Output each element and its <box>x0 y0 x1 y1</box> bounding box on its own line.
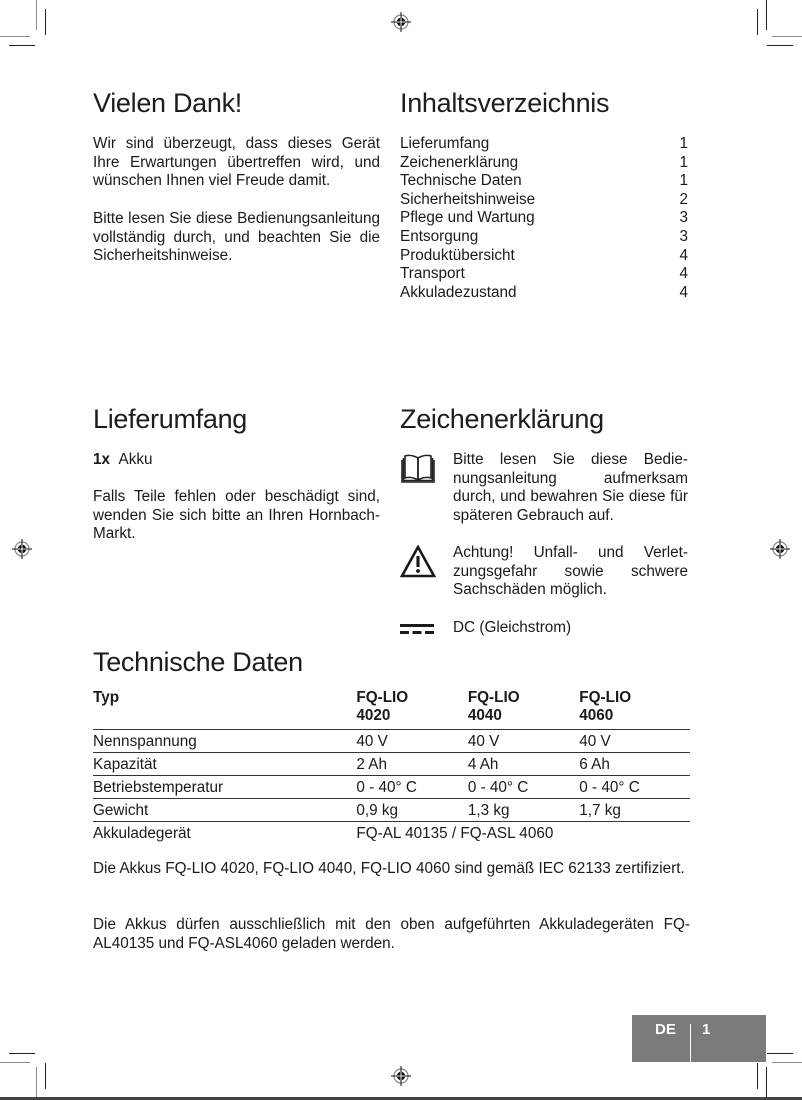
specs-cell: 4 Ah <box>468 753 579 776</box>
registration-mark-icon <box>391 12 411 32</box>
specs-cell: FQ-AL 40135 / FQ-ASL 4060 <box>356 825 554 842</box>
direct-current-icon <box>400 624 434 635</box>
specs-note: Die Akkus FQ-LIO 4020, FQ-LIO 4040, FQ-LIO 4060 sind gemäß IEC 62133 zertifiziert. <box>93 860 685 877</box>
toc-entry-page: 1 <box>679 172 688 190</box>
manual-book-icon <box>400 452 436 486</box>
specs-row-label: Betriebstemperatur <box>93 776 356 799</box>
thanks-title: Vielen Dank! <box>93 88 243 118</box>
specs-header-model: FQ-LIO 4020 <box>356 689 467 730</box>
toc-entry[interactable] <box>400 209 688 228</box>
specs-row-label: Nennspannung <box>93 730 356 753</box>
warning-triangle-icon <box>400 545 436 578</box>
toc-entry-page: 2 <box>679 190 688 208</box>
specs-cell: 0 - 40° C <box>579 776 690 799</box>
specs-table <box>93 689 690 844</box>
toc-entry[interactable] <box>400 135 688 154</box>
specs-title: Technische Daten <box>93 647 303 677</box>
legend-item-text: Bitte lesen Sie diese Bedienungsanleitung aufmerksam durch, und bewahren Sie diese für späteren Gebrauch auf. <box>453 451 688 524</box>
table-row <box>93 799 690 822</box>
toc-entry-label: Produktübersicht <box>400 246 515 264</box>
registration-mark-icon <box>770 539 790 559</box>
toc-entry[interactable] <box>400 172 688 191</box>
specs-header-model: FQ-LIO 4060 <box>579 689 690 730</box>
scope-note: Falls Teile fehlen oder beschädigt sind, wenden Sie sich bitte an Ihren Hornbach-Markt. <box>93 488 380 543</box>
toc-entry-page: 1 <box>679 153 688 171</box>
toc-entry-page: 3 <box>679 227 688 245</box>
specs-header-type: Typ <box>93 689 356 730</box>
table-row <box>93 776 690 799</box>
toc-entry-page: 1 <box>679 135 688 152</box>
specs-row-label: Kapazität <box>93 753 356 776</box>
specs-row-label: Akkuladegerät <box>93 825 191 842</box>
table-row <box>93 753 690 776</box>
toc-entry[interactable] <box>400 154 688 173</box>
legend-item-text: DC (Gleichstrom) <box>453 619 572 636</box>
specs-cell: 6 Ah <box>579 753 690 776</box>
table-row <box>93 822 690 845</box>
specs-cell: 0 - 40° C <box>468 776 579 799</box>
toc-entry-label: Lieferumfang <box>400 135 490 152</box>
specs-row-label: Gewicht <box>93 799 356 822</box>
toc-entry-page: 3 <box>679 209 688 227</box>
toc-entry[interactable] <box>400 265 688 284</box>
specs-cell: 0,9 kg <box>356 799 467 822</box>
specs-header-model: FQ-LIO 4040 <box>468 689 579 730</box>
toc-entry-label: Sicherheitshinweise <box>400 190 536 208</box>
toc-entry-label: Akkuladezustand <box>400 283 517 301</box>
toc-entry-label: Transport <box>400 265 465 283</box>
specs-cell: 2 Ah <box>356 753 467 776</box>
footer-divider <box>690 1024 691 1062</box>
specs-cell: 1,7 kg <box>579 799 690 822</box>
scope-item-name: Akku <box>118 451 153 468</box>
language-code: DE <box>655 1021 676 1038</box>
toc-entry-page: 4 <box>679 246 688 264</box>
thanks-paragraph: Bitte lesen Sie diese Bedienungsanleitung vollständig durch, und beachten Sie die Sicherheitshinweise. <box>93 210 380 265</box>
scope-item <box>93 451 153 470</box>
toc-entry-label: Technische Daten <box>400 172 522 190</box>
toc-list <box>400 135 688 302</box>
legend-item-text: Achtung! Unfall- und Verletzungsgefahr sowie schwere Sachschäden möglich. <box>453 544 688 599</box>
legend-title: Zeichenerklärung <box>400 404 604 434</box>
toc-entry-label: Entsorgung <box>400 227 479 245</box>
registration-mark-icon <box>391 1066 411 1086</box>
toc-entry[interactable] <box>400 247 688 266</box>
toc-entry-label: Zeichenerklärung <box>400 153 519 171</box>
page-footer-badge <box>632 1015 766 1062</box>
specs-cell: 0 - 40° C <box>356 776 467 799</box>
specs-cell: 1,3 kg <box>468 799 579 822</box>
specs-cell: 40 V <box>579 730 690 753</box>
toc-entry-label: Pflege und Wartung <box>400 209 535 227</box>
scope-title: Lieferumfang <box>93 404 247 434</box>
toc-entry-page: 4 <box>679 265 688 283</box>
specs-note: Die Akkus dürfen ausschließlich mit den oben aufgeführten Akkuladegeräten FQ-AL40135 und FQ-ASL4060 geladen werden. <box>93 916 690 952</box>
table-row <box>93 730 690 753</box>
page-number: 1 <box>702 1021 711 1038</box>
registration-mark-icon <box>12 539 32 559</box>
specs-cell: 40 V <box>468 730 579 753</box>
specs-cell: 40 V <box>356 730 467 753</box>
toc-entry-page: 4 <box>679 283 688 301</box>
specs-header-row <box>93 689 690 730</box>
toc-entry[interactable] <box>400 284 688 303</box>
toc-title: Inhaltsverzeichnis <box>400 88 610 118</box>
toc-entry[interactable] <box>400 228 688 247</box>
thanks-paragraph: Wir sind überzeugt, dass dieses Gerät Ihre Erwartungen übertreffen wird, und wünschen Ihnen viel Freude damit. <box>93 135 380 190</box>
scope-quantity: 1x <box>93 451 111 468</box>
toc-entry[interactable] <box>400 191 688 210</box>
